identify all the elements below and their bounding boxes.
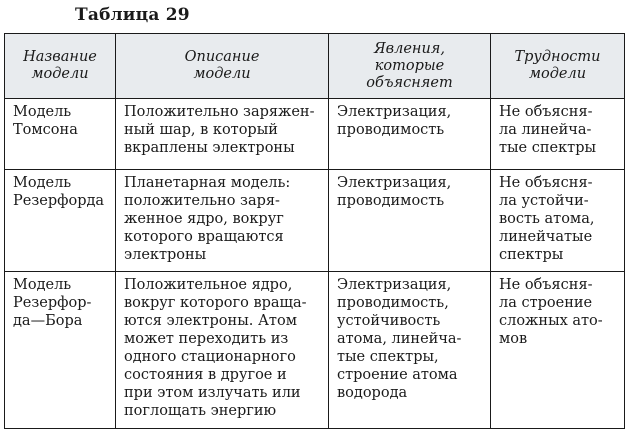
header-model-description: Описание модели (116, 34, 329, 99)
atom-models-table (4, 33, 625, 429)
table-header-row (5, 34, 625, 99)
cell-model-description: Положительное ядро, вокруг которого враща- ются электроны. Атом может переходить из одного стационарного состояния в другое и при этом излучать или поглощать энергию (116, 272, 329, 429)
cell-explained-phenomena: Электризация, проводимость (329, 170, 491, 272)
header-model-difficulties: Трудности модели (491, 34, 625, 99)
cell-model-name: Модель Резерфор- да—Бора (5, 272, 116, 429)
cell-model-description: Планетарная модель: положительно заря- женное ядро, вокруг которого вращаются электроны (116, 170, 329, 272)
table-row (5, 272, 625, 429)
header-explained-phenomena: Явления, которые объясняет (329, 34, 491, 99)
table-row (5, 99, 625, 170)
table-caption: Таблица 29 (75, 5, 190, 25)
cell-explained-phenomena: Электризация, проводимость (329, 99, 491, 170)
cell-model-difficulties: Не объясня- ла строение сложных ато- мов (491, 272, 625, 429)
cell-model-name: Модель Томсона (5, 99, 116, 170)
cell-model-description: Положительно заряжен- ный шар, в который вкраплены электроны (116, 99, 329, 170)
cell-explained-phenomena: Электризация, проводимость, устойчивость атома, линейча- тые спектры, строение атома водорода (329, 272, 491, 429)
cell-model-difficulties: Не объясня- ла линейча- тые спектры (491, 99, 625, 170)
table-row (5, 170, 625, 272)
cell-model-name: Модель Резерфорда (5, 170, 116, 272)
header-model-name: Название модели (5, 34, 116, 99)
cell-model-difficulties: Не объясня- ла устойчи- вость атома, линейчатые спектры (491, 170, 625, 272)
